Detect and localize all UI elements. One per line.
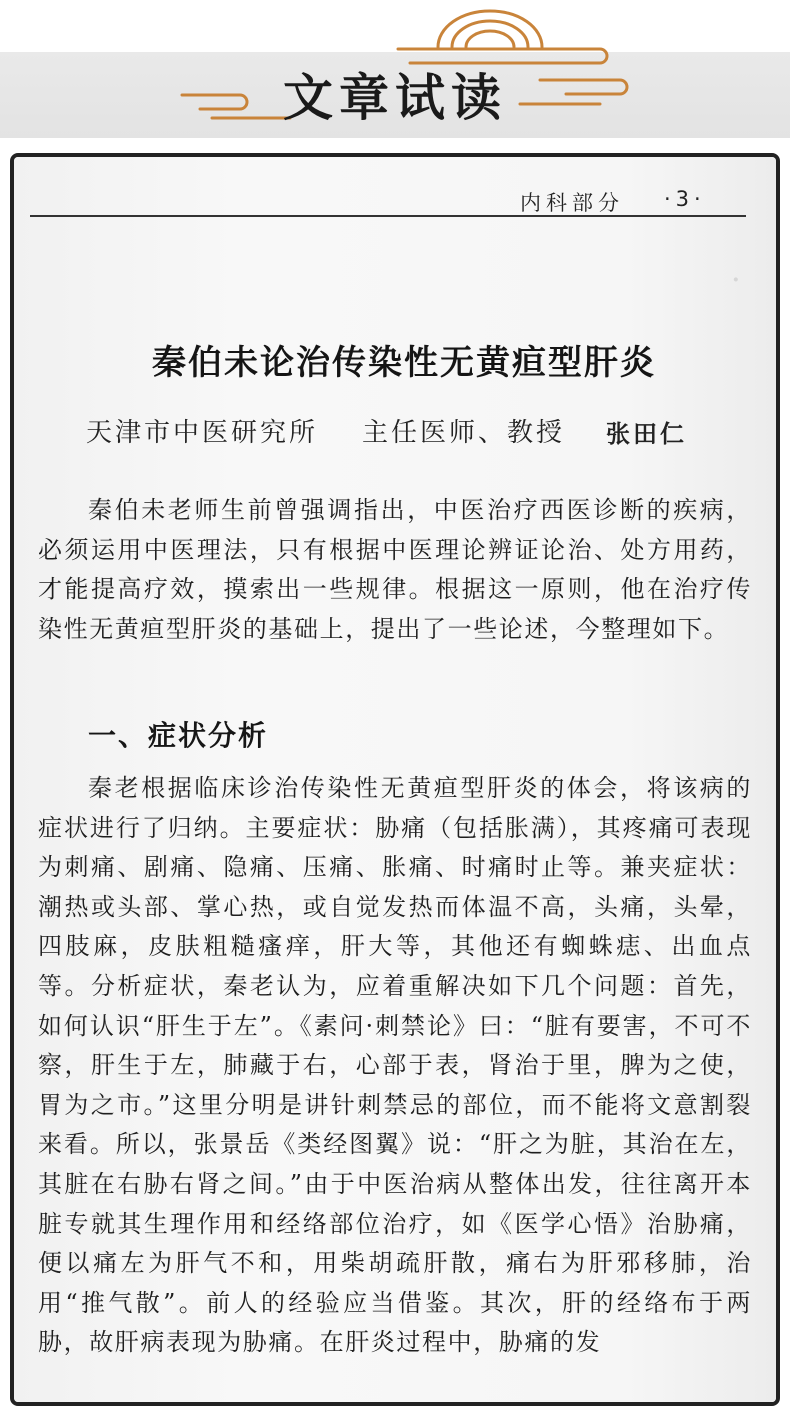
section-heading: 一、症状分析 [88,719,269,752]
running-head-section: 内科部分 [520,191,624,215]
author-position: 主任医师、教授 [362,418,566,448]
page-number: ·3· [664,187,706,211]
paragraph: 秦伯未老师生前曾强调指出，中医治疗西医诊断的疾病，必须运用中医理法，只有根据中医理论辨证论治、处方用药，才能提高疗效，摸索出一些规律。根据这一原则，他在治疗传染性无黄疸型肝炎的基础上，提出了一些论述，今整理如下。 [38,496,752,643]
banner-title: 文章试读 [283,69,507,127]
article-title: 秦伯未论治传染性无黄疸型肝炎 [152,343,656,383]
bleed-through-text: · [732,267,740,293]
author-name: 张田仁 [606,420,687,448]
book-page-frame [10,153,780,1406]
banner [0,0,790,145]
author-organization: 天津市中医研究所 [86,418,319,448]
paragraph: 秦老根据临床诊治传染性无黄疸型肝炎的体会，将该病的症状进行了归纳。主要症状：胁痛（包括胀满），其疼痛可表现为刺痛、剧痛、隐痛、压痛、胀痛、时痛时止等。兼夹症状：潮热或头部、掌心热，或自觉发热而体温不高，头痛，头晕，四肢麻，皮肤粗糙瘙痒，肝大等，其他还有蜘蛛痣、出血点等。分析症状，秦老认为，应着重解决如下几个问题：首先，如何认识“肝生于左”。《素问·刺禁论》曰：“脏有要害，不可不察，肝生于左，肺藏于右，心部于表，肾治于里，脾为之使，胃为之市。”这里分明是讲针刺禁忌的部位，而不能将文意割裂来看。所以，张景岳《类经图翼》说：“肝之为脏，其治在左，其脏在右胁右肾之间。”由于中医治病从整体出发，往往离开本脏专就其生理作用和经络部位治疗，如《医学心悟》治胁痛，便以痛左为肝气不和，用柴胡疏肝散，痛右为肝邪移肺，治用“推气散”。前人的经验应当借鉴。其次，肝的经络布于两胁，故肝病表现为胁痛。在肝炎过程中，胁痛的发 [38,774,752,1357]
book-page [14,157,776,1402]
header-rule [30,215,746,217]
